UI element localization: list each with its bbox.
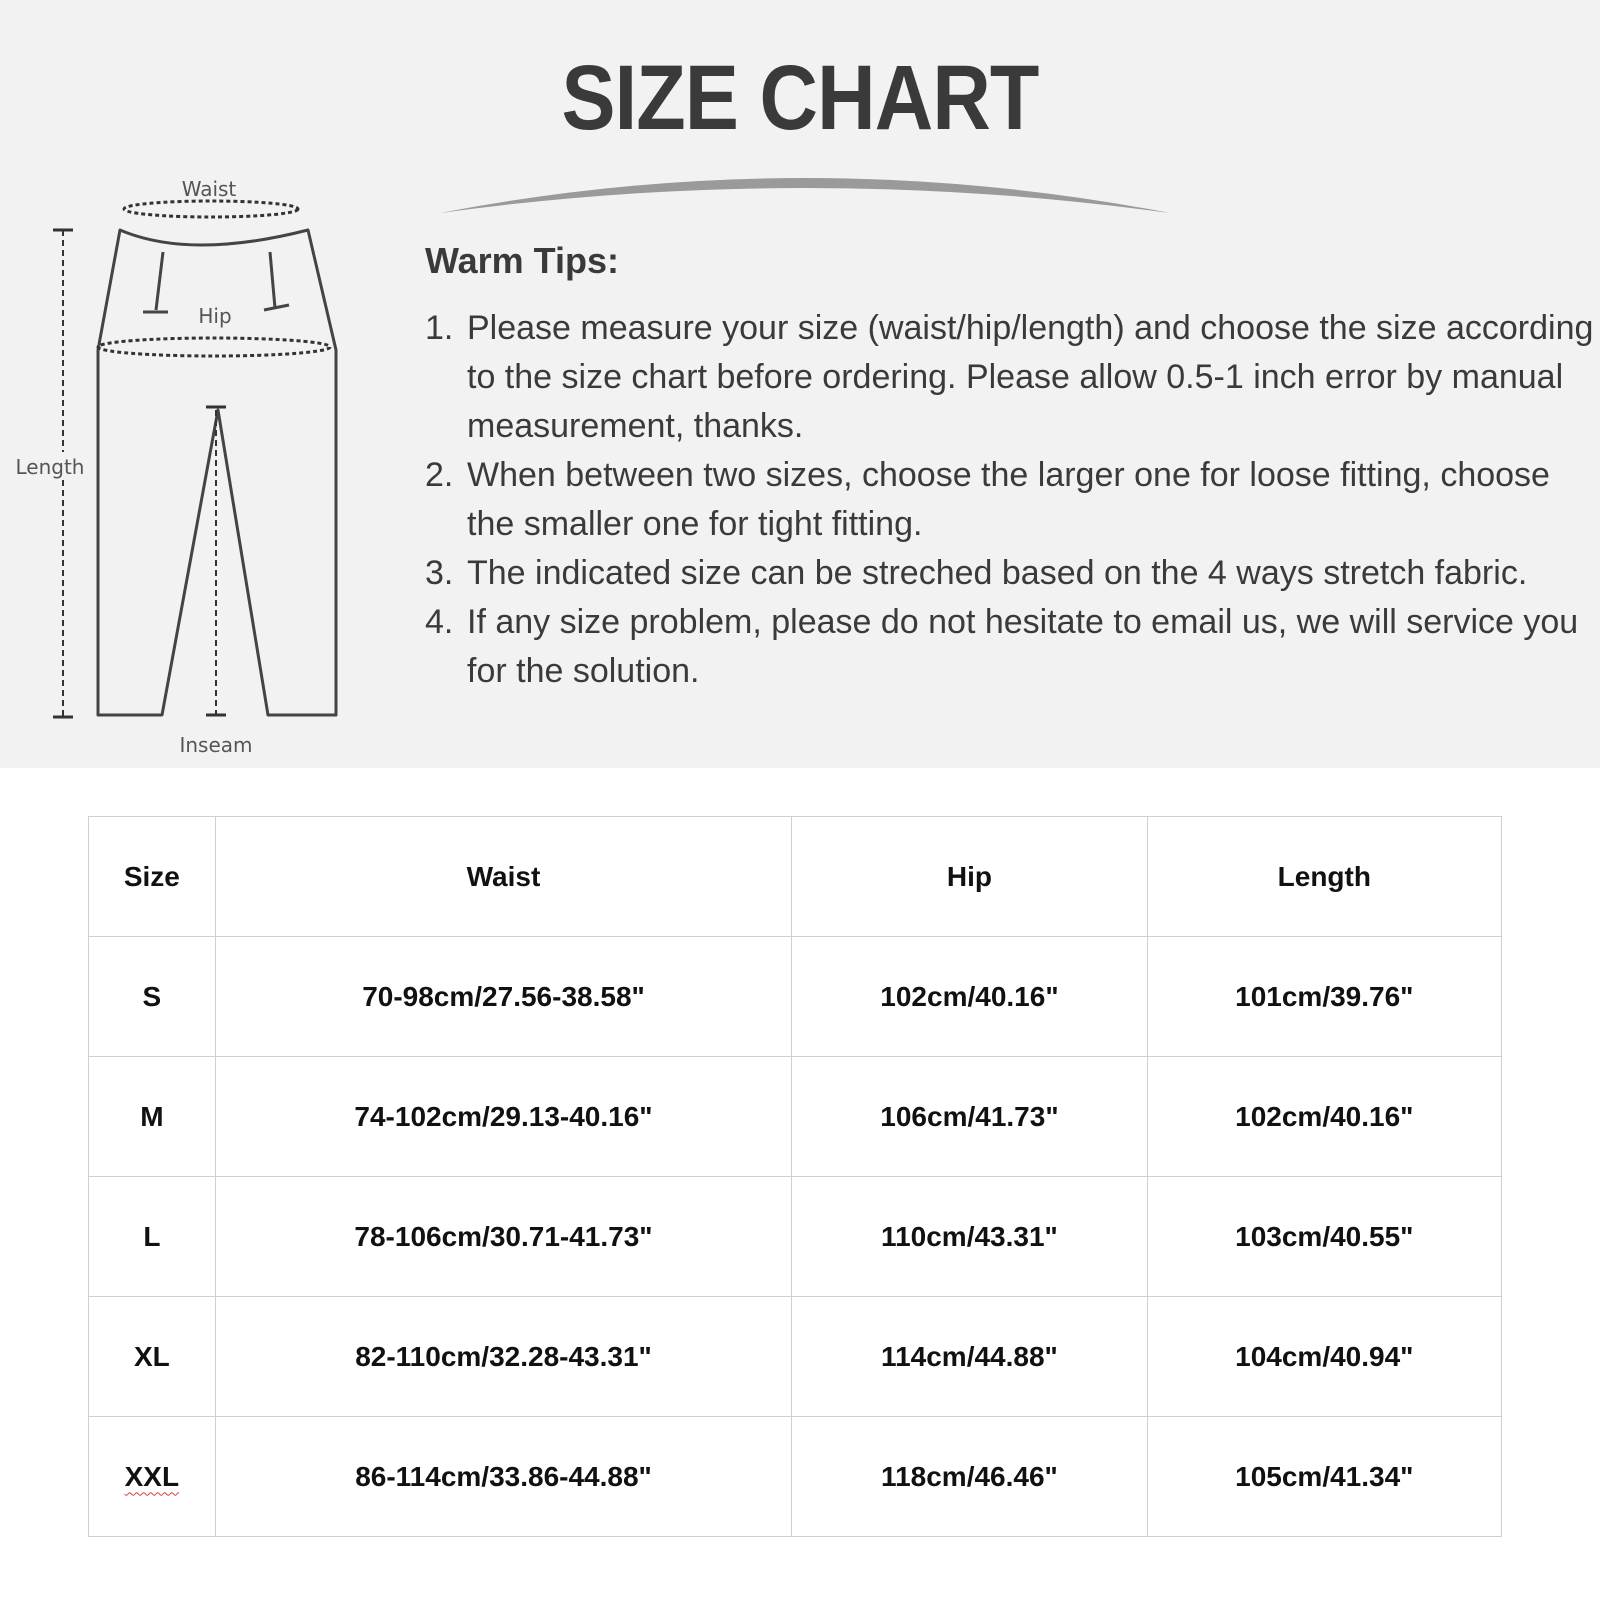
cell-hip: 114cm/44.88" [792,1297,1147,1417]
cell-waist: 86-114cm/33.86-44.88" [215,1417,792,1537]
cell-length: 105cm/41.34" [1147,1417,1501,1537]
table-header-row [89,817,1502,937]
cell-size: L [89,1177,216,1297]
pants-measurement-diagram [0,170,360,770]
size-table [88,816,1502,1537]
cell-length: 104cm/40.94" [1147,1297,1501,1417]
pocket-line-left [156,252,163,310]
table-row [89,937,1502,1057]
cell-hip: 110cm/43.31" [792,1177,1147,1297]
pocket-line-right [270,252,275,308]
title-swoosh-divider [440,168,1170,218]
waist-ellipse [124,201,298,217]
tips-list [425,304,1595,696]
cell-waist: 74-102cm/29.13-40.16" [215,1057,792,1177]
cell-length: 103cm/40.55" [1147,1177,1501,1297]
cell-length: 102cm/40.16" [1147,1057,1501,1177]
table-row [89,1057,1502,1177]
tips-heading: Warm Tips: [425,240,620,281]
hip-label: Hip [198,304,232,328]
cell-length: 101cm/39.76" [1147,937,1501,1057]
cell-size [89,1417,216,1537]
tip-item: 2. When between two sizes, choose the larger one for loose fitting, choose the smaller one for tight fitting. [425,456,1550,543]
table-row [89,1417,1502,1537]
length-label: Length [15,455,85,479]
cell-waist: 70-98cm/27.56-38.58" [215,937,792,1057]
cell-size: XL [89,1297,216,1417]
cell-hip: 106cm/41.73" [792,1057,1147,1177]
size-xxl-text: XXL [124,1460,180,1492]
waist-label: Waist [181,177,237,201]
header-waist: Waist [215,817,792,937]
cell-size: S [89,937,216,1057]
warm-tips [425,240,1595,696]
cell-hip: 102cm/40.16" [792,937,1147,1057]
tip-item: 1. Please measure your size (waist/hip/length) and choose the size according to the size chart before ordering. Please allow 0.5-1 inch error by manual measurement, thanks. [425,309,1594,445]
cell-waist: 78-106cm/30.71-41.73" [215,1177,792,1297]
header-size: Size [89,817,216,937]
table-row [89,1177,1502,1297]
header-length: Length [1147,817,1501,937]
table-row [89,1297,1502,1417]
hip-ellipse [98,338,330,356]
tip-item: 4. If any size problem, please do not hesitate to email us, we will service you for the solution. [425,603,1579,690]
page-title: SIZE CHART [561,47,1039,149]
top-panel [0,0,1600,768]
cell-hip: 118cm/46.46" [792,1417,1147,1537]
inseam-label: Inseam [179,733,253,757]
cell-size: M [89,1057,216,1177]
tip-item: 3. The indicated size can be streched based on the 4 ways stretch fabric. [425,554,1528,592]
cell-waist: 82-110cm/32.28-43.31" [215,1297,792,1417]
header-hip: Hip [792,817,1147,937]
